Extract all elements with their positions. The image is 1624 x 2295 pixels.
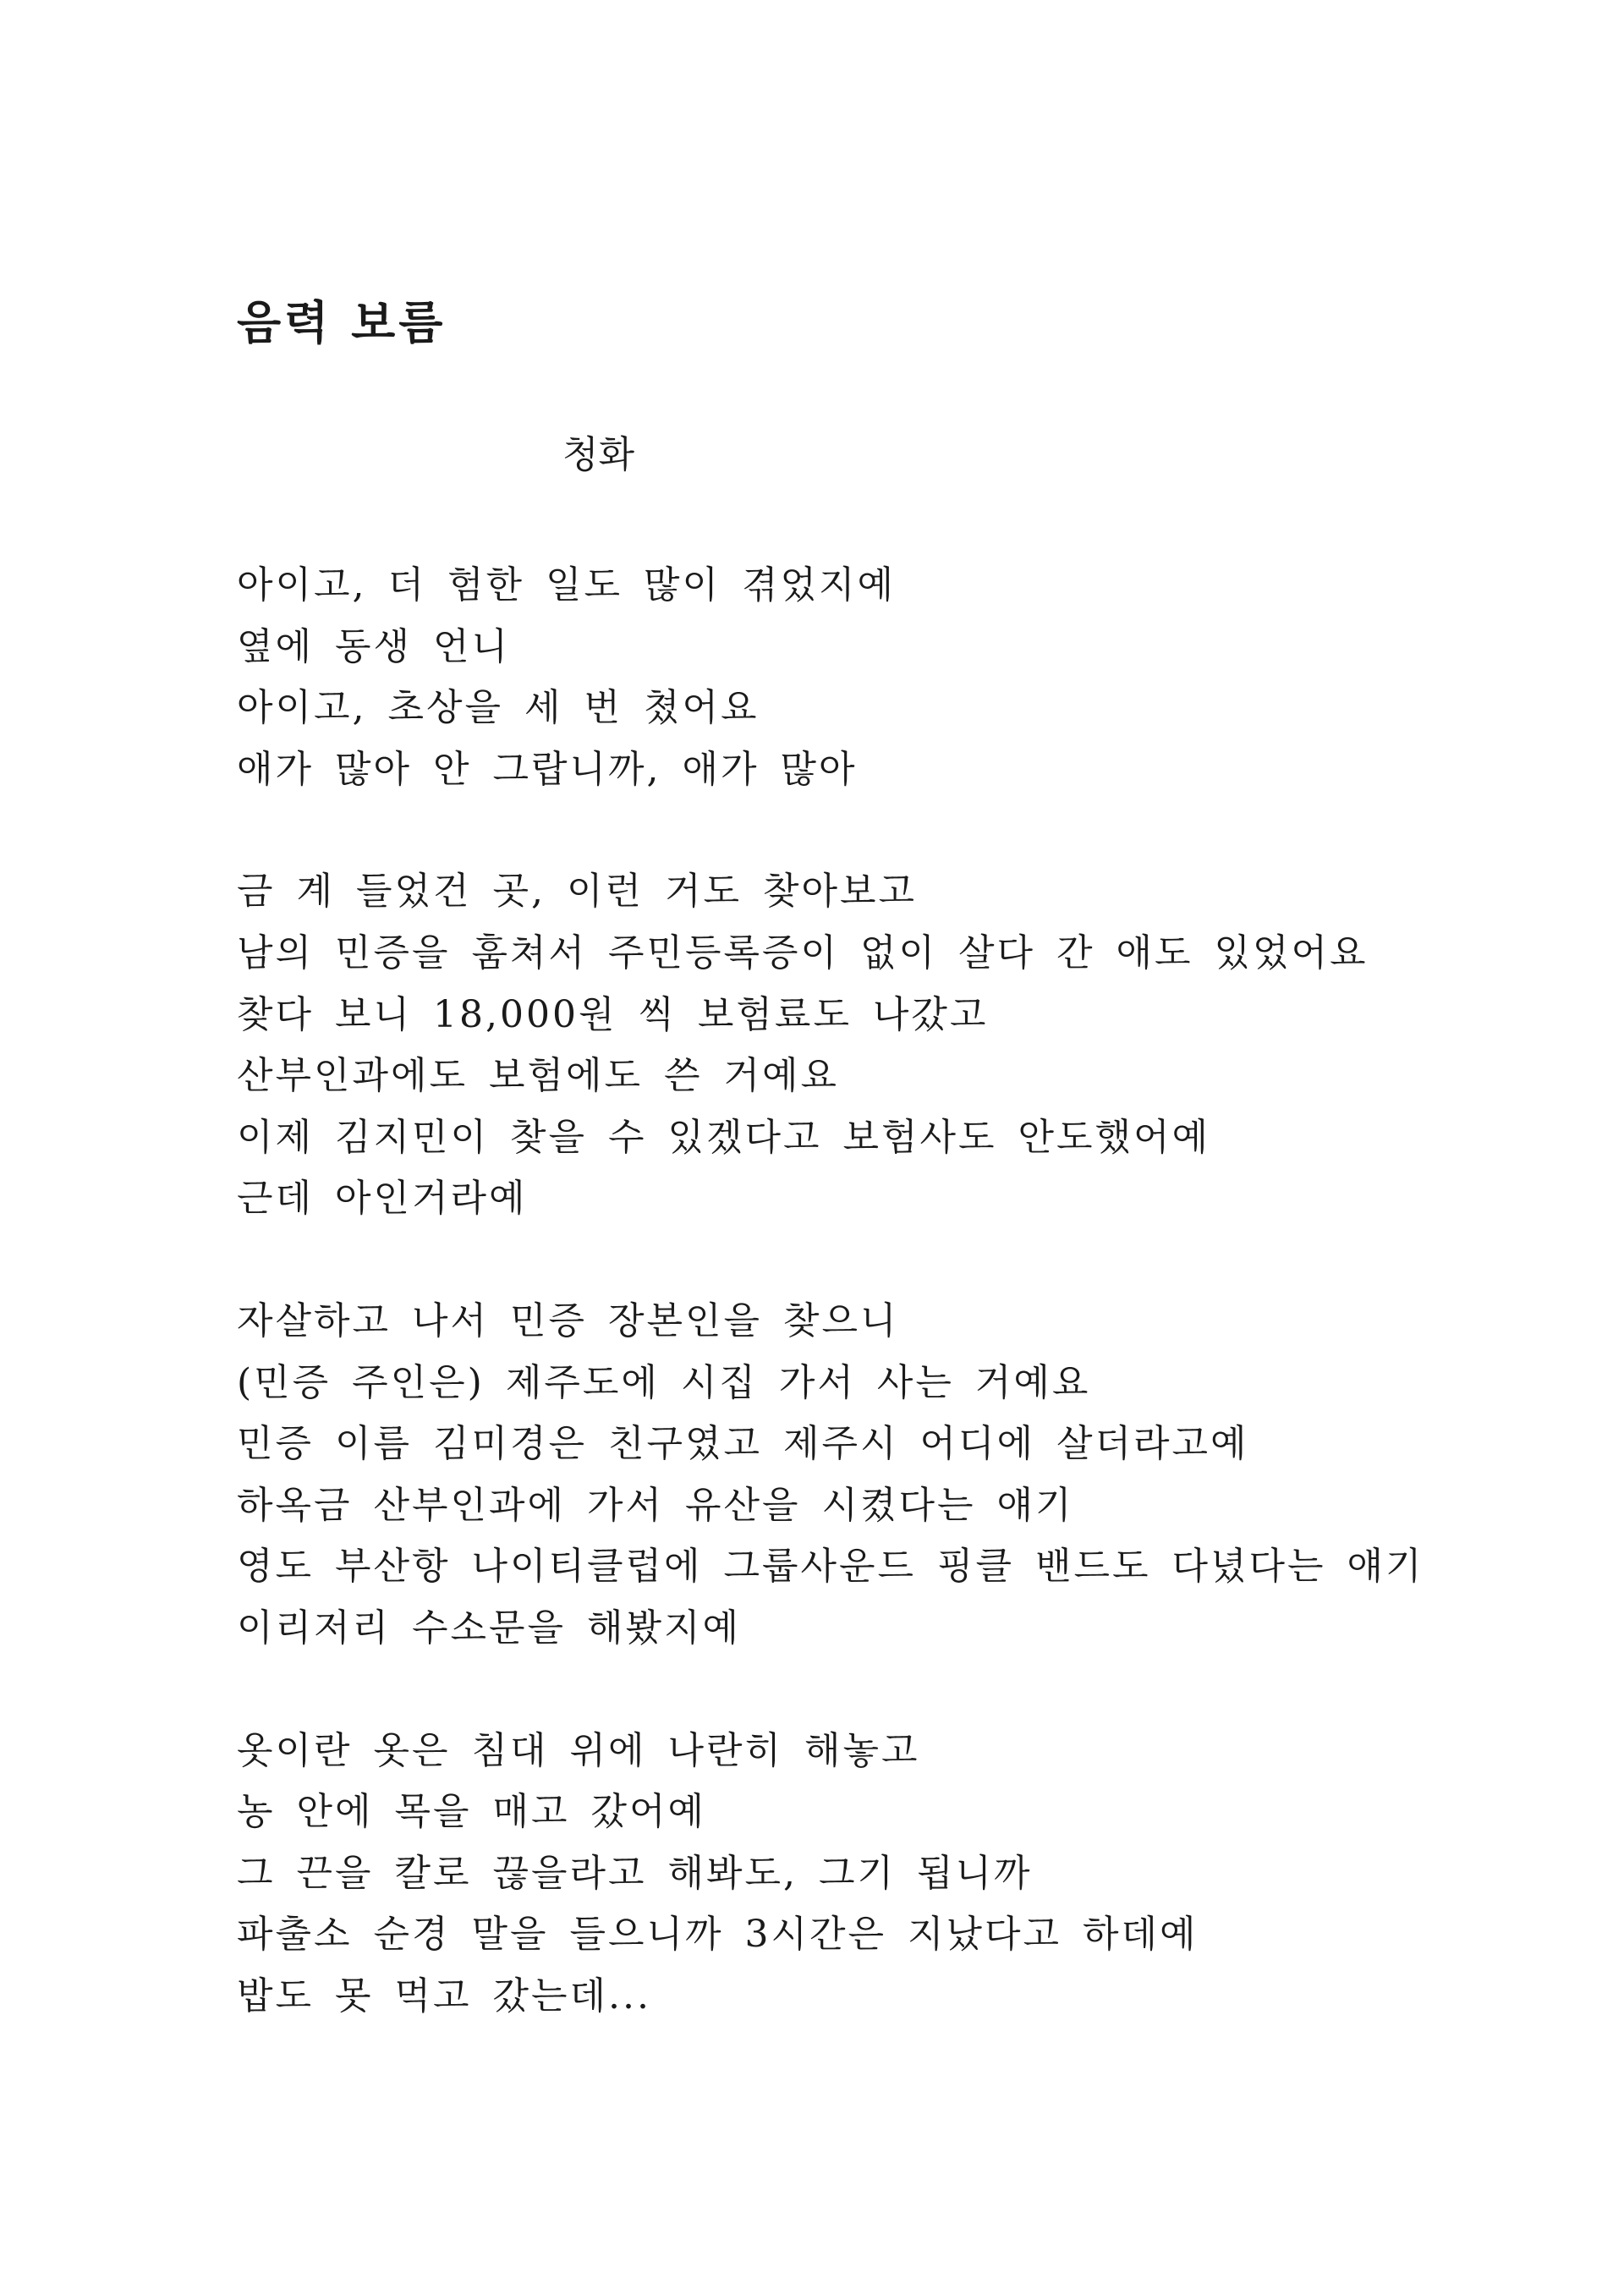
poem-line: 찾다 보니 18,000원 씩 보험료도 나갔고	[237, 992, 989, 1036]
poem-line: 금 계 들었건 곳, 이런 거도 찾아보고	[237, 870, 917, 914]
poem-line: 아이고, 더 험한 일도 많이 겪었지예	[237, 563, 896, 607]
poem-line: 민증 이름 김미경은 친구였고 제주시 어디에 살더라고예	[237, 1422, 1249, 1466]
poem-line: 애가 많아 안 그랍니까, 애가 많아	[237, 747, 858, 791]
stanza	[237, 1721, 1590, 2028]
poem-line: (민증 주인은) 제주도에 시집 가서 사는 거예요	[237, 1360, 1091, 1404]
stanza	[237, 555, 1590, 800]
poem-body	[237, 555, 1590, 2088]
poem-line: 파출소 순경 말을 들으니까 3시간은 지났다고 하데예	[237, 1913, 1199, 1957]
poem-line: 근데 아인거라예	[237, 1177, 528, 1221]
poem-title: 음력 보름	[237, 295, 447, 349]
poem-line: 남의 민증을 훔쳐서 주민등록증이 없이 살다 간 애도 있었어요	[237, 931, 1369, 975]
stanza	[237, 1291, 1590, 1660]
poem-line: 산부인과에도 보험에도 쓴 거예요	[237, 1054, 840, 1098]
poem-line: 밥도 못 먹고 갔는데...	[237, 1974, 651, 2018]
poem-line: 자살하고 나서 민증 장본인을 찾으니	[237, 1298, 899, 1342]
poem-author: 청화	[562, 433, 635, 476]
stanza	[237, 861, 1590, 1230]
poem-line: 옆에 동생 언니	[237, 624, 510, 668]
poem-line: 농 안에 목을 매고 갔어예	[237, 1790, 706, 1834]
poem-line: 아이고, 초상을 세 번 쳤어요	[237, 686, 760, 730]
poem-line: 하옥금 산부인과에 가서 유산을 시켰다는 얘기	[237, 1483, 1074, 1527]
poem-line: 옷이란 옷은 침대 위에 나란히 해놓고	[237, 1728, 920, 1772]
poem-line: 이리저리 수소문을 해봤지예	[237, 1606, 742, 1650]
poem-line: 이제 김지민이 찾을 수 있겠다고 보험사도 안도했어예	[237, 1115, 1211, 1159]
poem-line: 그 끈을 칼로 끊을라고 해봐도, 그기 됩니까	[237, 1851, 1033, 1895]
poem-line: 영도 부산항 나이티클럽에 그룹사운드 핑클 밴드도 다녔다는 얘기	[237, 1545, 1424, 1589]
